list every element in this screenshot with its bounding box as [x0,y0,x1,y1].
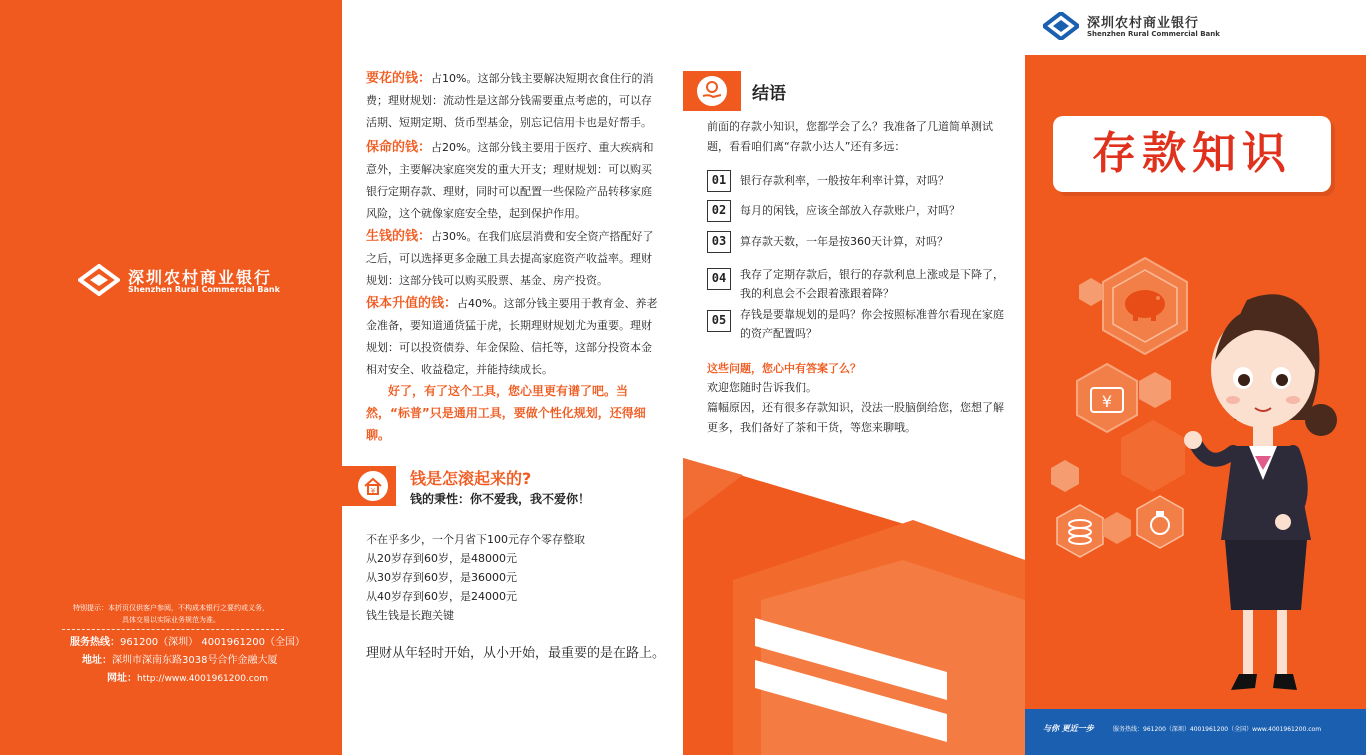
question-number: 03 [707,231,731,253]
cover-title-box [1053,116,1331,192]
conclusion-more: 篇幅原因，还有很多存款知识，没法一股脑倒给您，您想了解更多，我们备好了茶和干货，等您来聊哦。 [707,401,1004,434]
hotline-label: 服务热线： [70,637,120,648]
question-text: 存钱是要靠规划的是吗？你会按照标准普尔看现在家庭的资产配置吗？ [740,308,1004,340]
allocation-heading: 要花的钱： [366,71,432,86]
house-yuan-icon [356,469,390,503]
list-item: 不在乎多少，一个月省下100元存个零存整取 [366,533,585,546]
cover-title: 存款知识 [1092,128,1292,179]
closing-line: 理财从年轻时开始，从小开始，最重要的是在路上。 [366,646,666,661]
bank-name-cn: 深圳农村商业银行 [1087,16,1200,31]
rolling-lines [366,530,662,625]
question-number: 01 [707,170,731,192]
svg-text:¥: ¥ [1101,392,1113,411]
bank-logo [1043,12,1253,44]
list-item: 从40岁存到60岁，是24000元 [366,590,517,603]
conclusion-intro: 前面的存款小知识，您都学会了么？我准备了几道简单测试题，看看咱们离“存款小达人”还有多远： [707,120,993,153]
divider [62,629,284,630]
website-label: 网址： [107,673,137,684]
website-value: http://www.4001961200.com [137,674,269,684]
address-label: 地址： [82,655,112,666]
cover-hotline: 服务热线：961200（深圳）4001961200（全国）www.4001961200.com [1113,726,1322,733]
cover-footer [1025,709,1366,755]
svg-text:¥: ¥ [370,487,376,495]
disclaimer-line-2: 具体交易以实际业务规范为准。 [122,616,220,624]
cover-illustration [1025,0,1366,755]
conclusion-panel [683,0,1025,755]
allocation-heading: 保命的钱： [366,140,432,155]
cover-slogan: 与你 更近一步 [1043,724,1094,733]
hotline-value: 961200（深圳） 4001961200（全国） [120,637,305,648]
question-number: 02 [707,200,731,222]
diamond-logo-icon [78,264,120,296]
list-item: 从20岁存到60岁，是48000元 [366,552,517,565]
website-row [107,672,268,686]
quiz-question [707,264,1007,304]
allocation-summary: 好了，有了这个工具，您心里更有谱了吧。当然，“标普”只是通用工具，要做个性化规划，还得细聊。 [366,384,646,442]
allocation-item [366,68,662,134]
allocation-text: 占40%。这部分钱主要用于教育金、养老金准备，要知道通货猛于虎，长期理财规划尤为重要。理财规划：可以投资债券、年金保险、信托等，这部分投资本金相对安全、收益稳定，并能持续成长。 [366,297,658,376]
disclaimer-line-1: 特别提示：本折页仅供客户参阅，不构成本银行之要约或义务， [73,604,269,612]
back-panel [0,0,342,755]
bank-logo [78,264,298,300]
diamond-logo-icon [1043,12,1079,40]
cover-topbar [1025,0,1366,55]
address-value: 深圳市深南东路3038号合作金融大厦 [112,655,278,666]
allocation-heading: 生钱的钱： [366,229,432,244]
conclusion-ask: 这些问题，您心中有答案了么？ [707,362,861,375]
hexagon-cluster [1051,258,1187,557]
question-text: 银行存款利率，一般按年利率计算，对吗？ [740,174,949,187]
allocation-text: 占20%。这部分钱主要用于医疗、重大疾病和意外，主要解决家庭突发的重大开支；理财规划：可以购买银行定期存款、理财，同时可以配置一些保险产品转移家庭风险，这个就像家庭安全垫，起到保护作用。 [366,141,654,220]
bank-name-en: Shenzhen Rural Commercial Bank [128,285,280,294]
allocation-text: 占30%。在我们底层消费和安全资产搭配好了之后，可以选择更多金融工具去提高家庭资产收益率。理财规划：这部分钱可以购买股票、基金、房产投资。 [366,230,654,287]
list-item: 钱生钱是长跑关键 [366,609,454,622]
decorative-shapes [683,0,1025,755]
allocation-heading: 保本升值的钱： [366,296,458,311]
conclusion-title: 结语 [752,84,786,104]
allocation-item [366,226,662,292]
list-item: 从30岁存到60岁，是36000元 [366,571,517,584]
question-number: 04 [707,268,731,290]
section-title: 钱是怎滚起来的? [410,469,532,488]
allocation-item [366,293,662,381]
bank-name-cn: 深圳农村商业银行 [128,268,273,287]
allocation-item [366,137,662,225]
question-text: 算存款天数，一年是按360天计算，对吗？ [740,235,948,248]
question-number: 05 [707,310,731,332]
address-row [82,654,277,668]
cartoon-banker [1184,294,1337,690]
allocation-text: 占10%。这部分钱主要解决短期衣食住行的消费；理财规划：流动性是这部分钱需要重点考虑的，可以存活期、短期定期、货币型基金，别忘记信用卡也是好帮手。 [366,72,654,129]
hand-coin-icon [695,74,729,108]
hotline-row [70,636,305,650]
cover-panel [1025,0,1366,755]
bank-name-en: Shenzhen Rural Commercial Bank [1087,30,1220,38]
question-text: 我存了定期存款后，银行的存款利息上涨或是下降了，我的利息会不会跟着涨跟着降？ [740,268,1004,300]
section-subtitle: 钱的秉性：你不爱我，我不爱你！ [410,492,591,506]
allocation-panel [342,0,683,755]
conclusion-welcome: 欢迎您随时告诉我们。 [707,381,817,394]
quiz-question [707,304,1007,344]
question-text: 每月的闲钱，应该全部放入存款账户，对吗？ [740,204,960,217]
